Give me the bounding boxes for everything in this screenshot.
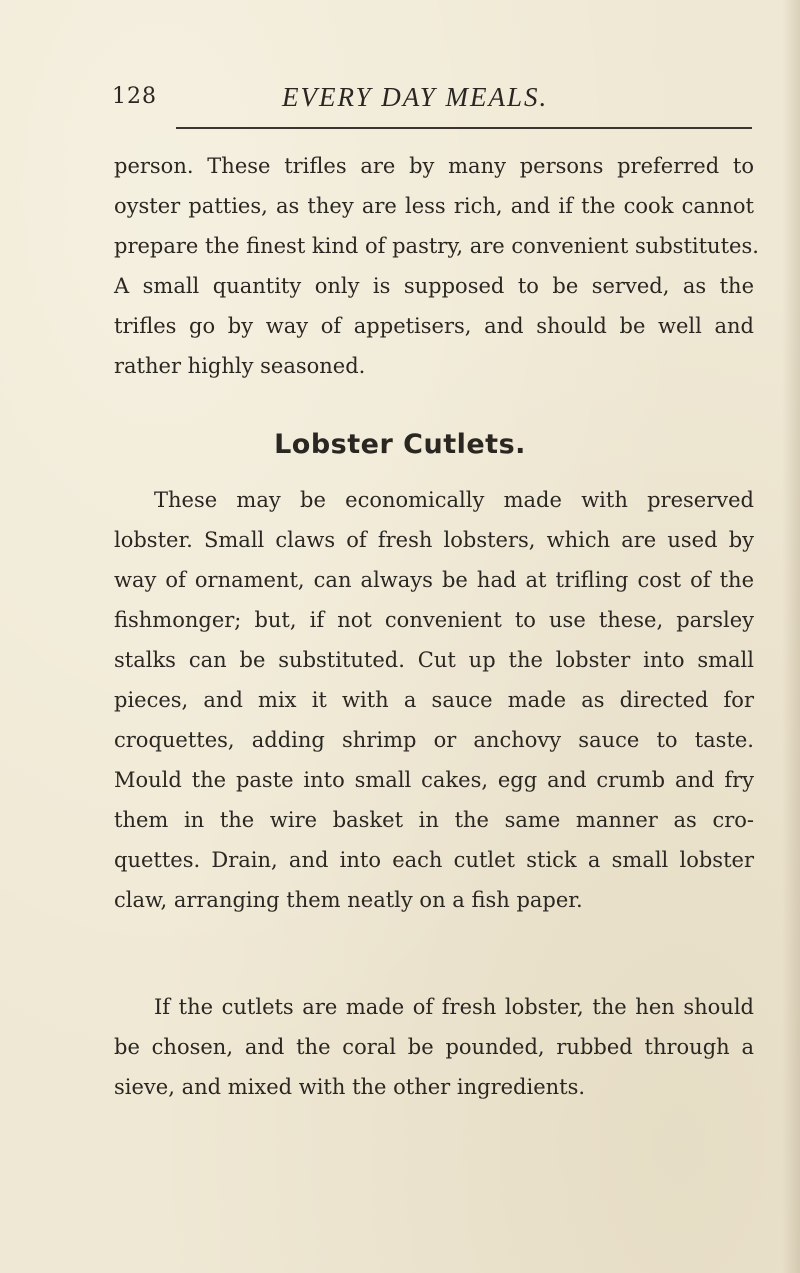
- text-line: fishmonger; but, if not convenient to use these, parsley: [114, 608, 754, 632]
- text-line: These may be economically made with preserved: [154, 488, 754, 512]
- text-line: oyster patties, as they are less rich, and if the cook cannot: [114, 194, 754, 218]
- text-line: claw, arranging them neatly on a fish paper.: [114, 888, 583, 912]
- text-line: If the cutlets are made of fresh lobster, the hen should: [154, 995, 754, 1019]
- text-line: croquettes, adding shrimp or anchovy sauce to taste.: [114, 728, 754, 752]
- section-heading: Lobster Cutlets.: [274, 429, 526, 460]
- text-line: quettes. Drain, and into each cutlet stick a small lobster: [114, 848, 754, 872]
- text-line: person. These trifles are by many persons preferred to: [114, 154, 754, 178]
- header-rule: [176, 127, 752, 129]
- page-edge-shadow: [782, 0, 800, 1273]
- text-line: pieces, and mix it with a sauce made as directed for: [114, 688, 754, 712]
- text-line: rather highly seasoned.: [114, 354, 366, 378]
- paragraph-continued: [114, 146, 759, 386]
- paragraph-lobster-cutlets: [114, 480, 754, 920]
- text-line: be chosen, and the coral be pounded, rubbed through a: [114, 1035, 754, 1059]
- page-number: 128: [112, 84, 157, 109]
- page-header: [112, 78, 752, 118]
- text-line: trifles go by way of appetisers, and should be well and: [114, 314, 754, 338]
- text-line: them in the wire basket in the same manner as cro-: [114, 808, 754, 832]
- text-line: way of ornament, can always be had at trifling cost of the: [114, 568, 754, 592]
- paragraph-fresh-lobster: [114, 987, 754, 1107]
- text-line: sieve, and mixed with the other ingredients.: [114, 1075, 586, 1099]
- text-line: lobster. Small claws of fresh lobsters, which are used by: [114, 528, 754, 552]
- text-line: prepare the finest kind of pastry, are convenient substitutes.: [114, 234, 759, 258]
- running-title: EVERY DAY MEALS.: [282, 82, 549, 112]
- text-line: stalks can be substituted. Cut up the lobster into small: [114, 648, 754, 672]
- text-line: Mould the paste into small cakes, egg and crumb and fry: [114, 768, 754, 792]
- text-line: A small quantity only is supposed to be served, as the: [114, 274, 754, 298]
